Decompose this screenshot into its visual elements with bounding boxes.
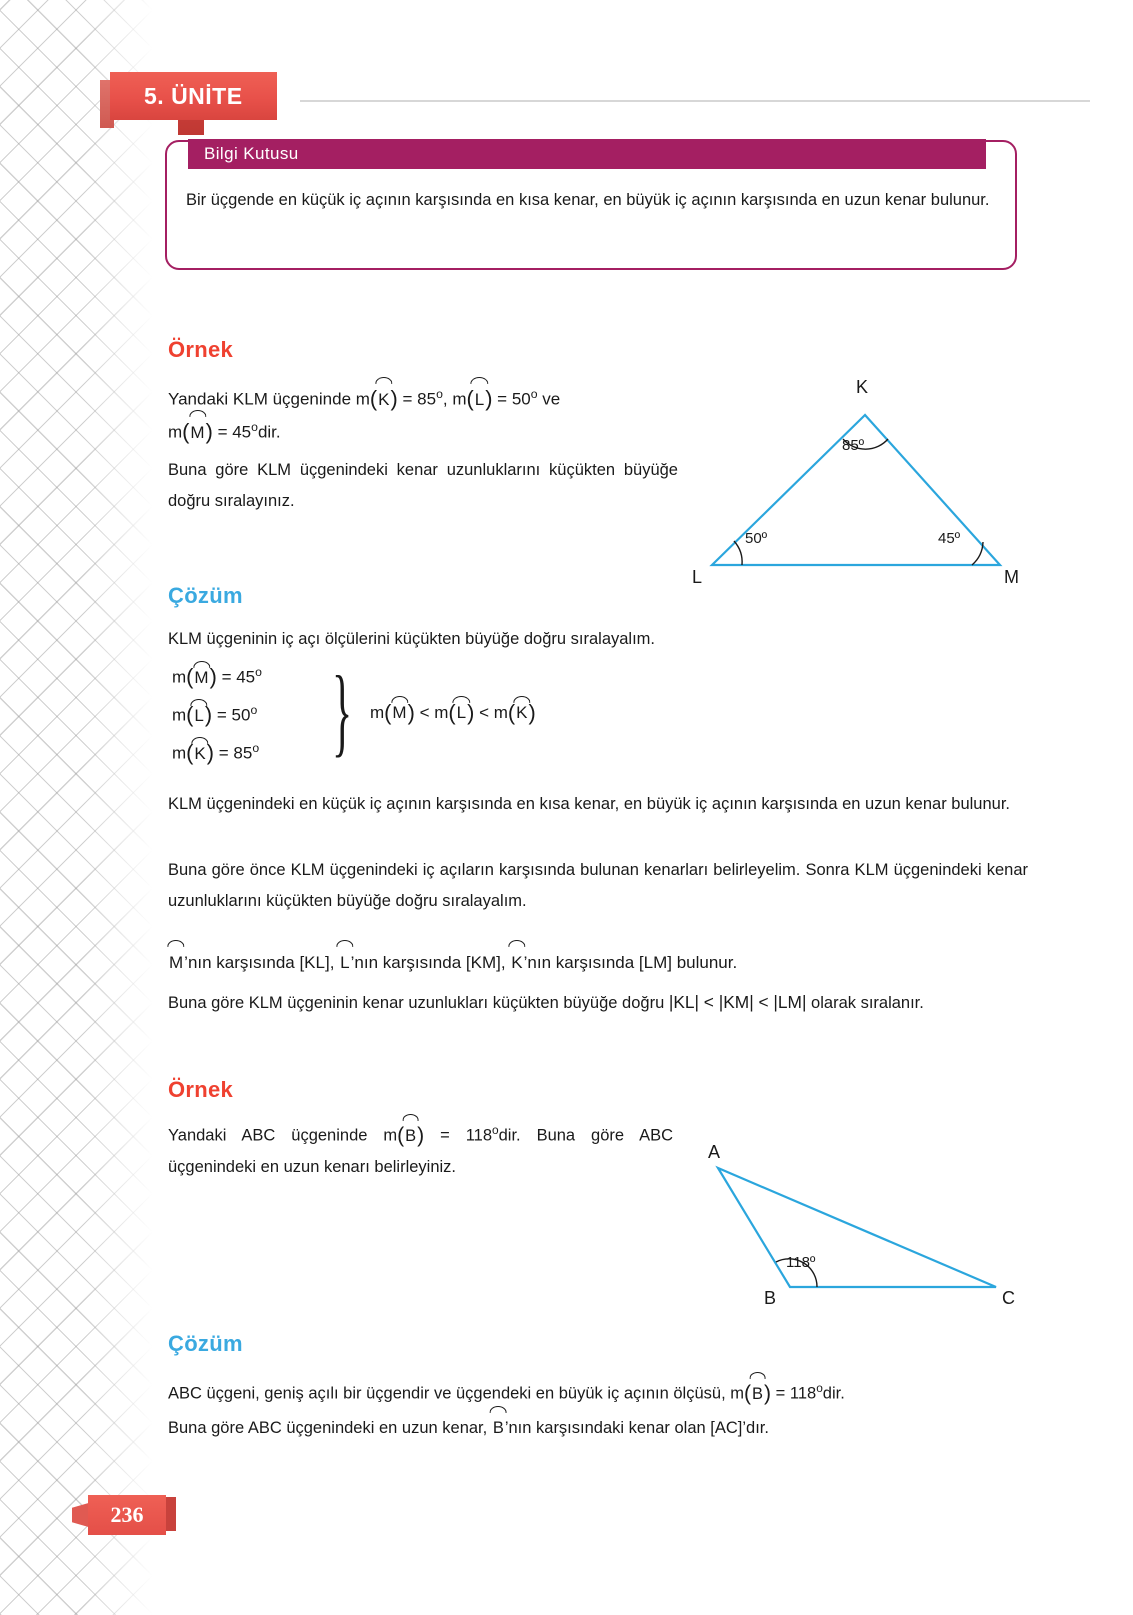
paren-close: ) bbox=[407, 699, 415, 725]
triangle-abc-diagram bbox=[690, 1110, 1030, 1310]
degree-symbol: o bbox=[530, 387, 538, 401]
info-box-body: Bir üçgende en küçük iç açının karşısında en kısa kenar, en büyük iç açının karşısında en uzun kenar bulunur. bbox=[186, 191, 990, 209]
angle-label-m: 45º bbox=[938, 530, 961, 547]
example1-line1 bbox=[168, 379, 560, 415]
paren-close: ) bbox=[209, 664, 217, 690]
paren-open: ( bbox=[186, 702, 194, 728]
solution2-paragraph1-text-c: = 118 bbox=[771, 1384, 817, 1403]
example1-line2-text-b: = 45 bbox=[212, 422, 252, 442]
paren-open: ( bbox=[744, 1381, 752, 1405]
example2-text-a: Yandaki ABC üçgeninde m bbox=[168, 1126, 398, 1145]
example1-paragraph2: Buna göre KLM üçgenindeki kenar uzunluklarını küçükten büyüğe doğru sıralayınız. bbox=[168, 461, 678, 510]
solution1-side-ordering: |KL| < |KM| < |LM| bbox=[668, 992, 807, 1012]
solution1-equation-group bbox=[172, 655, 536, 773]
hat-arc-icon bbox=[193, 661, 210, 668]
hat-arc-icon bbox=[375, 377, 392, 384]
solution2-paragraph2-text-a: Buna göre ABC üçgenindeki en uzun kenar, bbox=[168, 1419, 492, 1437]
example1-line1-text-a: Yandaki KLM üçgeninde m bbox=[168, 389, 370, 409]
solution1-paragraph1: KLM üçgeninin iç açı ölçülerini küçükten büyüğe doğru sıralayalım. bbox=[168, 630, 656, 648]
angle-hat-l: L bbox=[456, 703, 467, 723]
hat-arc-icon bbox=[189, 410, 206, 417]
paren-open: ( bbox=[397, 1123, 405, 1147]
paren-close: ) bbox=[528, 699, 536, 725]
degree-symbol: o bbox=[250, 703, 258, 717]
equation-k: m( $K) = 85^o$ bbox=[172, 741, 259, 764]
curly-brace-icon: } bbox=[332, 655, 353, 766]
example2-text bbox=[168, 1115, 673, 1183]
angle-hat-k: K bbox=[193, 744, 206, 764]
vertex-label-m: M bbox=[1004, 567, 1019, 587]
example2-text-c: = 118 bbox=[424, 1126, 493, 1145]
solution1-paragraph5 bbox=[168, 987, 1028, 1019]
paren-open: ( bbox=[186, 664, 194, 690]
equation-l: m( $L) = 50^o$ bbox=[172, 703, 257, 726]
angle-hat-k: K bbox=[510, 947, 523, 978]
paren-close: ) bbox=[205, 419, 213, 445]
angle-hat-b: B bbox=[751, 1379, 764, 1410]
paren-close: ) bbox=[204, 702, 213, 728]
paren-close: ) bbox=[467, 699, 475, 725]
angle-hat-l: L bbox=[193, 706, 204, 726]
hat-arc-icon bbox=[513, 696, 530, 703]
angle-label-b: 118º bbox=[786, 1254, 816, 1271]
angle-hat-k: K bbox=[515, 703, 528, 723]
paren-close: ) bbox=[206, 740, 215, 766]
equation-m: m( $M) = 45^o$ bbox=[172, 665, 262, 688]
vertex-label-l: L bbox=[692, 567, 703, 587]
unit-banner bbox=[110, 72, 277, 120]
unit-label: 5. ÜNİTE bbox=[110, 72, 277, 120]
angle-hat-k: K bbox=[377, 384, 390, 415]
triangle-klm-diagram bbox=[690, 375, 1020, 585]
example1-line2 bbox=[168, 412, 281, 448]
example1-line2-text-c: dir. bbox=[257, 422, 281, 442]
info-box-title: Bilgi Kutusu bbox=[188, 139, 986, 169]
angle-label-l: 50º bbox=[745, 530, 768, 547]
header-divider bbox=[300, 100, 1090, 102]
paren-open: ( bbox=[186, 740, 194, 766]
paren-close: ) bbox=[485, 386, 493, 412]
hat-arc-icon bbox=[508, 940, 525, 947]
vertex-label-a: A bbox=[708, 1142, 721, 1162]
vertex-label-c: C bbox=[1002, 1288, 1015, 1308]
angle-hat-m: M bbox=[391, 703, 407, 723]
example1-line1-text-b: = 85 bbox=[397, 389, 437, 409]
example1-line2-text-a: m bbox=[168, 422, 183, 442]
vertex-label-b: B bbox=[764, 1288, 777, 1308]
paren-open: ( bbox=[448, 699, 456, 725]
solution2-paragraph2 bbox=[168, 1413, 1028, 1444]
example1-line1-text-d: = 50 bbox=[492, 389, 531, 409]
angle-hat-b: B bbox=[492, 1413, 505, 1444]
hat-arc-icon bbox=[749, 1372, 766, 1379]
example2-heading: Örnek bbox=[168, 1077, 234, 1102]
hat-arc-icon bbox=[490, 1406, 507, 1413]
vertex-label-k: K bbox=[856, 377, 869, 397]
solution1-heading: Çözüm bbox=[168, 583, 243, 608]
angle-hat-m: M bbox=[189, 417, 205, 448]
paren-open: ( bbox=[369, 386, 378, 412]
solution1-paragraph5-text-a: Buna göre KLM üçgeninin kenar uzunlukları küçükten büyüğe doğru bbox=[168, 994, 669, 1012]
solution2-paragraph1-text-a: ABC üçgeni, geniş açılı bir üçgendir ve üçgendeki en büyük iç açının ölçüsü, m bbox=[168, 1384, 744, 1403]
solution2-heading: Çözüm bbox=[168, 1331, 243, 1356]
page-number: 236 bbox=[88, 1495, 166, 1535]
angle-hat-l: L bbox=[339, 947, 350, 978]
degree-symbol: o bbox=[255, 665, 262, 679]
degree-symbol: o bbox=[492, 1123, 499, 1137]
hat-arc-icon bbox=[167, 940, 184, 947]
degree-symbol: o bbox=[251, 420, 258, 434]
solution2-paragraph2-text-c: ’nın karşısındaki kenar olan [AC]’dır. bbox=[504, 1419, 769, 1437]
paren-open: ( bbox=[466, 386, 474, 412]
solution1-paragraph4: M’nın karşısında [KL], L’nın karşısında [KM], K’nın karşısında [LM] bulunur. bbox=[168, 947, 737, 978]
example2-text-d: dir. Buna göre ABC üçgenindeki en uzun kenarı belirleyiniz. bbox=[168, 1126, 674, 1176]
angle-hat-m: M bbox=[168, 947, 184, 978]
angle-hat-m: M bbox=[193, 668, 209, 688]
hat-arc-icon bbox=[471, 377, 488, 384]
paren-open: ( bbox=[182, 419, 190, 445]
solution2-paragraph1 bbox=[168, 1373, 1028, 1410]
paren-close: ) bbox=[417, 1123, 425, 1147]
solution1-paragraph3: Buna göre önce KLM üçgenindeki iç açıların karşısında bulunan kenarları belirleyelim. Sonra KLM üçgenindeki kenar uzunluklarını küçükten büyüğe doğru sıralayalım. bbox=[168, 861, 1028, 910]
example1-line1-text-e: ve bbox=[537, 389, 561, 409]
angle-hat-b: B bbox=[404, 1121, 417, 1152]
paren-close: ) bbox=[390, 386, 398, 412]
paren-close: ) bbox=[764, 1381, 772, 1405]
hat-arc-icon bbox=[336, 940, 353, 947]
degree-symbol: o bbox=[252, 741, 260, 755]
degree-symbol: o bbox=[816, 1381, 823, 1395]
degree-symbol: o bbox=[436, 387, 443, 401]
solution2-paragraph1-text-d: dir. bbox=[822, 1384, 845, 1403]
hat-arc-icon bbox=[391, 696, 408, 703]
example1-heading: Örnek bbox=[168, 337, 234, 362]
solution1-ordering: m( M) < m( L) < m( K) bbox=[370, 703, 536, 723]
solution1-paragraph5-text-b: olarak sıralanır. bbox=[806, 994, 924, 1012]
angle-hat-l: L bbox=[474, 384, 485, 415]
paren-open: ( bbox=[507, 699, 516, 725]
hat-arc-icon bbox=[402, 1114, 419, 1121]
angle-label-k: 85º bbox=[842, 437, 865, 454]
example1-line1-text-c: , m bbox=[442, 389, 467, 409]
paren-open: ( bbox=[384, 699, 392, 725]
lattice-background bbox=[0, 0, 152, 1615]
solution1-paragraph2: KLM üçgenindeki en küçük iç açının karşısında en kısa kenar, en büyük iç açının karşısında en uzun kenar bulunur. bbox=[168, 795, 1010, 813]
